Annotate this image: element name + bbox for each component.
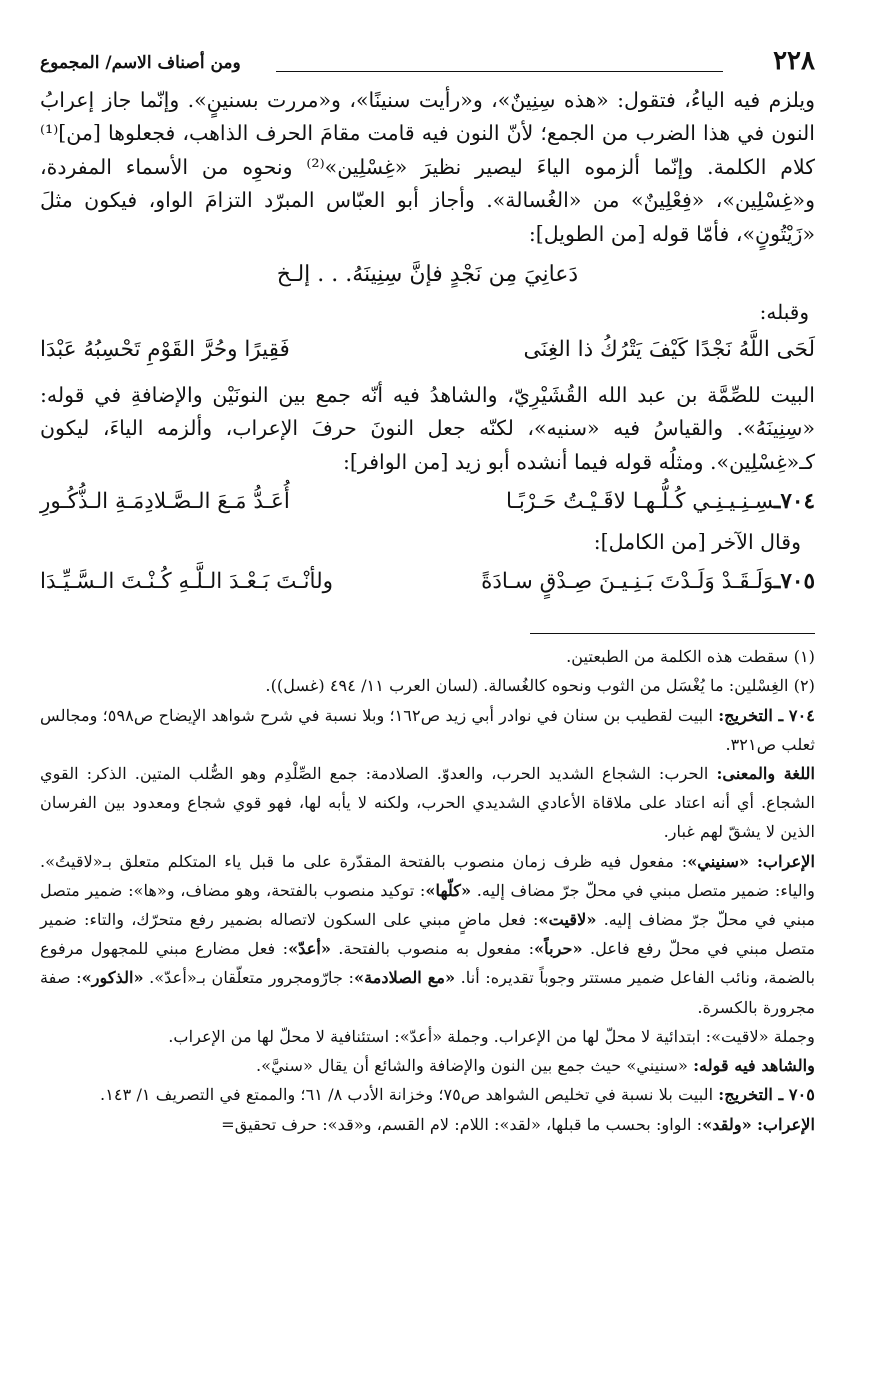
footnote-704-takhrij xyxy=(40,701,815,759)
footnotes xyxy=(40,642,815,1138)
irab-term: «سنيني» xyxy=(687,851,750,871)
footnote-704-shahid xyxy=(40,1051,815,1080)
irab-term: «الذكور» xyxy=(81,968,144,988)
book-page xyxy=(40,40,815,1360)
verse-704-number: ٧٠٤ـ xyxy=(774,489,815,515)
irab-704-label: الإعراب: xyxy=(756,851,815,871)
takhrij-704-label: ٧٠٤ ـ التخريج: xyxy=(718,705,816,725)
footnote-2: (٢) الغِسْلين: ما يُغْسَل من الثوب ونحوه كالغُسالة. (لسان العرب ١١/ ٤٩٤ (غسل)). xyxy=(265,676,815,696)
irab-term: «مع الصلادمة» xyxy=(353,968,456,988)
couplet-hemistich-1: لَحَى اللَّهُ نَجْدًا كَيْفَ يَتْرُكُ ذا الغِنَى xyxy=(523,337,815,363)
poem-fragment: دَعانِيَ مِن نَجْدٍ فإنَّ سِنِينَهُ. . . إلـخ xyxy=(276,262,579,288)
shahid-704-text: «سنيني» حيث جمع بين النون والإضافة والشائع أن يقال «سنيَّ». xyxy=(256,1056,694,1076)
irab-desc: : فعل ماضٍ مبني على السكون لاتصاله بضمير رفع متحرّك، والتاء: ضمير متصل مبني في محلّ رفع فاعل. xyxy=(40,910,816,959)
page-header xyxy=(40,40,815,84)
footnote-704-jumla: وجملة «لاقيت»: ابتدائية لا محلّ لها من الإعراب. وجملة «أعدّ»: استئنافية لا محلّ لها من الإعراب. xyxy=(168,1026,815,1046)
footnote-705-takhrij xyxy=(40,1080,815,1109)
verse-705-number: ٧٠٥ـ xyxy=(774,569,815,595)
irab-term: «لاقيت» xyxy=(538,910,597,930)
footnote-705-irab xyxy=(40,1110,815,1139)
qablahu-label: وقبله: xyxy=(759,300,809,325)
footnote-separator xyxy=(530,633,815,634)
irab-desc: : صفة مجرورة بالكسرة. xyxy=(40,968,815,1017)
couplet-hemistich-2: فَقِيرًا وحُرَّ القَوْمِ تَحْسِبُهُ عَبْدَا xyxy=(40,337,290,363)
lugha-704-label: اللغة والمعنى: xyxy=(716,764,815,784)
irab-desc: : جارّومجرور متعلّقان بـ«أعدّ». xyxy=(143,968,354,988)
main-text xyxy=(40,84,815,605)
irab-desc: : توكيد منصوب بالفتحة، وهو مضاف، و«ها»: ضمير متصل مبني في محلّ جرّ مضاف إليه. xyxy=(40,880,816,930)
irab-term: «أعدّ» xyxy=(288,939,331,959)
footnote-704-lugha xyxy=(40,759,815,847)
irab-term: «كلّها» xyxy=(425,880,472,900)
running-title: ومن أصناف الاسم/ المجموع xyxy=(40,53,241,73)
irab-desc: : الواو: بحسب ما قبلها، «لقد»: اللام: لام القسم، و«قد»: حرف تحقيق= xyxy=(221,1114,703,1134)
paragraph-1: ويلزم فيه الياءُ، فتقول: «هذه سِنِينٌ»، و«رأيت سنينًا»، و«مررت بسنينٍ». وإنّما جاز إعرابُ النون في هذا الضرب من الجمع؛ لأنّ النون فيه قامت مقامَ الحرف الذاهب، فجعلوها [من]⁽¹⁾ كلام الكلمة. وإنّما ألزموه الياءَ ليصير نظيرَ «غِسْلِين»⁽²⁾ ونحوِه من الأسماء المفردة، و«غِسْلِين»، «فِعْلِينٌ» من «الغُسالة». وأجاز أبو العبّاس المبرّد التزامَ الواو، فيكون مثلَ «زَيْتُونٍ»، فأمّا قوله [من الطويل]: xyxy=(40,88,815,246)
verse-705-intro: وقال الآخر [من الكامل]: xyxy=(593,530,801,555)
irab-desc: : فعل مضارع مبني للمجهول مرفوع بالضمة، ونائب الفاعل ضمير مستتر وجوباً تقديره: أنا. xyxy=(40,939,815,988)
paragraph-2: البيت للصِّمَّة بن عبد الله القُشَيْرِيّ، والشاهدُ فيه أنّه جمع بين النونَيْن والإضافةِ في قوله: «سِنِينَهُ». والقياسُ فيه «سنيه»، لكنّه جعل النونَ حرفَ الإعراب، وألزمه الياءَ، ليكون كـ«غِسْلِين». ومثلُه قوله فيما أنشده أبو زيد [من الوافر]: xyxy=(40,383,815,474)
footnote-704-irab xyxy=(40,847,815,1022)
shahid-704-label: والشاهد فيه قوله: xyxy=(693,1056,815,1076)
verse-704-hemistich-2: أُعَـدُّ مَـعَ الـصَّـلادِمَـةِ الـذُّكُـورِ xyxy=(40,489,290,515)
verse-704 xyxy=(40,479,815,525)
couplet-line xyxy=(40,327,815,373)
verse-705-hemistich-1: وَلَـقَـدْ وَلَـدْتَ بَـنِـيـنَ صِـدْقٍ سـادَةً xyxy=(481,569,775,595)
page-number: ٢٢٨ xyxy=(773,46,815,76)
irab-term: «ولقد» xyxy=(702,1114,752,1134)
takhrij-705-text: البيت بلا نسبة في تخليص الشواهد ص٧٥؛ وخزانة الأدب ٨/ ٦١؛ والممتع في التصريف ١/ ١٤٣. xyxy=(100,1085,719,1105)
irab-desc: : مفعول به منصوب بالفتحة. xyxy=(330,939,535,959)
verse-705-hemistich-2: ولأنْـتَ بَـعْـدَ الـلَّـهِ كُـنْـتَ الـسَّـيِّـدَا xyxy=(40,569,334,595)
lugha-704-text: الحرب: الشجاع الشديد الحرب، والعدوّ. الصلادمة: جمع الصِّلْدِم وهو الصُّلب المتين. الذكر: القوي الشجاع. أي أنه اعتاد على ملاقاة الأعادي الشديدي الحرب، ولكنه لا يأبه لها، فهو قوي شجاع ومعدود بين الفرسان الذين لا يشقّ لهم غبار. xyxy=(40,764,815,842)
irab-705-label: الإعراب: xyxy=(756,1114,815,1134)
takhrij-704-text: البيت لقطيب بن سنان في نوادر أبي زيد ص١٦٢؛ وبلا نسبة في شرح شواهد الإيضاح ص٥٩٨؛ ومجالس ثعلب ص٣٢١. xyxy=(40,705,815,754)
verse-704-hemistich-1: سِـنِـيـنِـي كُـلُّـهـا لاقَـيْـتُ حَـرْبًـا xyxy=(506,489,775,515)
footnote-1: (١) سقطت هذه الكلمة من الطبعتين. xyxy=(566,647,815,667)
verse-705 xyxy=(40,559,815,605)
irab-term: «حرباً» xyxy=(534,939,583,959)
takhrij-705-label: ٧٠٥ ـ التخريج: xyxy=(718,1085,815,1105)
irab-desc: : مفعول فيه ظرف زمان منصوب بالفتحة المقدّرة على ما قبل ياء المتكلم متعلق بـ«لاقيتُ». والياء: ضمير متصل مبني في محلّ جرّ مضاف إليه. xyxy=(40,851,816,900)
header-rule xyxy=(276,71,723,72)
